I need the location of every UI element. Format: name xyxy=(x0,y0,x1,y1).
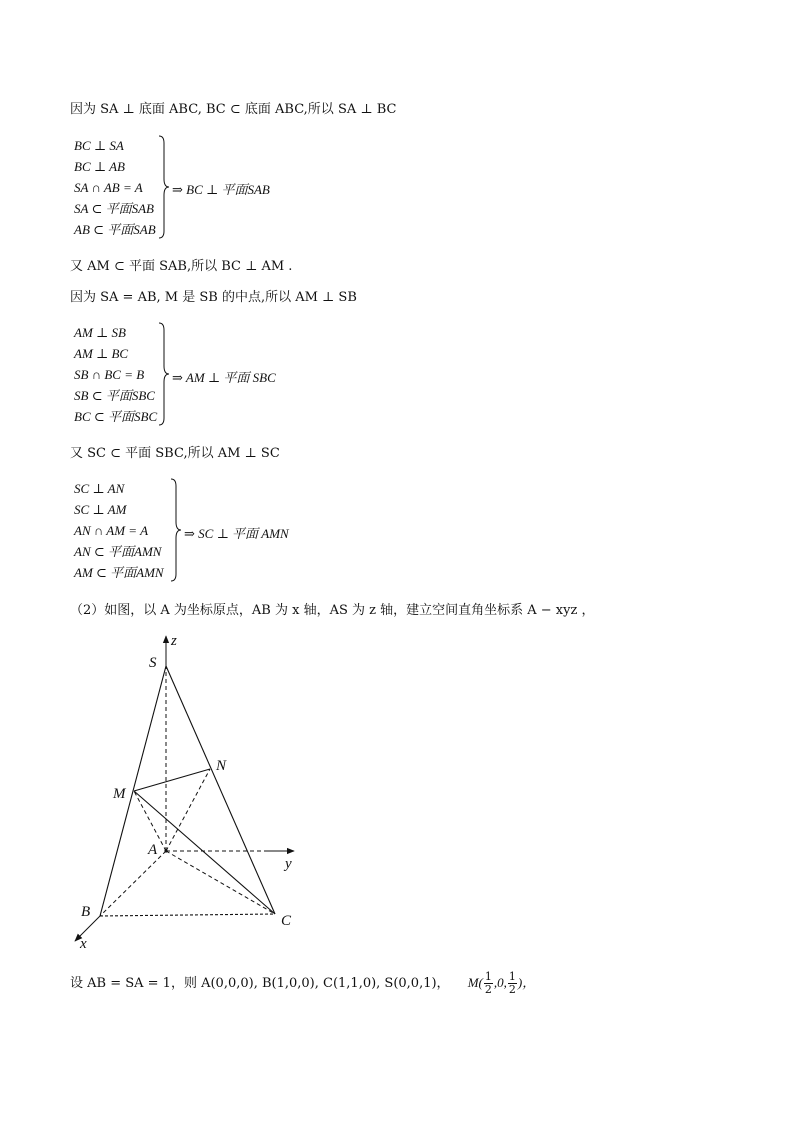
label-m: M xyxy=(113,786,126,802)
system-row: SA ∩ AB = A xyxy=(74,180,143,195)
edge-ac xyxy=(166,851,275,914)
text-line-2: 又 AM ⊂ 平面 SAB,所以 BC ⊥ AM . xyxy=(70,259,293,274)
system-row: BC ⊂ 平面SBC xyxy=(74,409,158,424)
label-y: y xyxy=(285,856,292,872)
system-row: BC ⊥ AB xyxy=(74,159,125,174)
system-3-conclusion: ⇒ SC ⊥ 平面 AMN xyxy=(184,526,289,541)
edge-bc xyxy=(100,914,275,916)
fraction-2: $\frac{1}{2}$ xyxy=(508,970,516,996)
system-row: AM ⊂ 平面AMN xyxy=(74,565,164,580)
x-axis-dashed xyxy=(100,851,166,916)
system-row: AN ⊂ 平面AMN xyxy=(74,544,162,559)
label-s: S xyxy=(149,655,157,671)
label-b: B xyxy=(81,904,91,920)
system-row: SB ⊂ 平面SBC xyxy=(74,388,155,403)
label-a: A xyxy=(148,842,158,858)
system-row: AB ⊂ 平面SAB xyxy=(74,222,156,237)
system-1-conclusion: ⇒ BC ⊥ 平面SAB xyxy=(172,182,270,197)
text-line-4: 又 SC ⊂ 平面 SBC,所以 AM ⊥ SC xyxy=(70,446,280,461)
m-suffix: )， xyxy=(517,975,536,990)
point-a xyxy=(164,849,167,852)
system-row: AN ∩ AM = A xyxy=(74,523,149,538)
text-line-6 xyxy=(70,968,535,999)
m-prefix: M( xyxy=(467,975,483,990)
text-line-3: 因为 SA = AB, M 是 SB 的中点,所以 AM ⊥ SB xyxy=(70,290,357,305)
system-row: SB ∩ BC = B xyxy=(74,367,145,382)
coords-text: 设 AB = SA = 1，则 A(0,0,0), B(1,0,0), C(1,1,0), S(0,0,1)， xyxy=(70,976,450,991)
fraction-1: $\frac{1}{2}$ xyxy=(484,970,492,996)
text-line-5: （2）如图，以 A 为坐标原点，AB 为 x 轴，AS 为 z 轴，建立空间直角坐标系 A − xyz ， xyxy=(70,603,595,618)
label-x: x xyxy=(80,936,87,952)
edge-sb xyxy=(100,666,166,916)
system-2-conclusion: ⇒ AM ⊥ 平面 SBC xyxy=(172,370,276,385)
system-row: BC ⊥ SA xyxy=(74,138,124,153)
label-c: C xyxy=(281,913,292,929)
system-row: SC ⊥ AN xyxy=(74,481,125,496)
edge-sc xyxy=(166,666,275,914)
label-n: N xyxy=(216,758,227,774)
system-row: AM ⊥ SB xyxy=(74,325,126,340)
system-row: SA ⊂ 平面SAB xyxy=(74,201,154,216)
system-row: SC ⊥ AM xyxy=(74,502,127,517)
segment-mn xyxy=(134,769,210,791)
text-line-1: 因为 SA ⊥ 底面 ABC, BC ⊂ 底面 ABC,所以 SA ⊥ BC xyxy=(70,102,397,117)
label-z: z xyxy=(171,633,177,649)
m-mid: ,0, xyxy=(493,975,507,990)
system-row: AM ⊥ BC xyxy=(74,346,129,361)
